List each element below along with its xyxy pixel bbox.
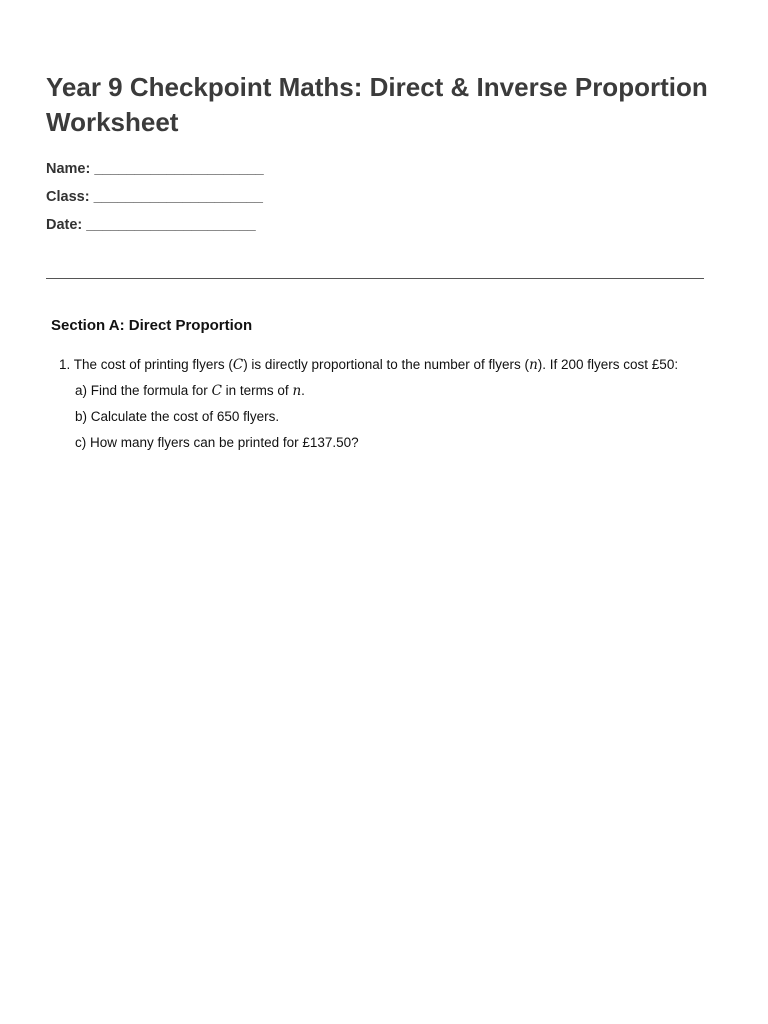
class-blank: _____________________ bbox=[93, 189, 263, 205]
variable-n: n bbox=[529, 357, 538, 373]
part-a-prefix: a) Find the formula for bbox=[75, 383, 212, 398]
horizontal-divider bbox=[46, 278, 704, 279]
variable-c: C bbox=[232, 357, 244, 373]
date-field bbox=[46, 214, 264, 242]
part-a-mid: in terms of bbox=[221, 383, 293, 398]
page-title: Year 9 Checkpoint Maths: Direct & Inverse Proportion Worksheet bbox=[46, 72, 708, 137]
stem-text-3: ). If 200 flyers cost £50: bbox=[537, 357, 679, 372]
part-a-variable-n: n bbox=[292, 383, 302, 399]
section-a-heading: Section A: Direct Proportion bbox=[51, 317, 253, 334]
question-1-part-b: b) Calculate the cost of 650 flyers. bbox=[75, 409, 280, 424]
question-number: 1. bbox=[59, 357, 71, 372]
part-a-variable-c: C bbox=[211, 383, 222, 399]
question-1-part-c: c) How many flyers can be printed for £137.50? bbox=[75, 435, 359, 450]
class-field bbox=[46, 186, 264, 214]
stem-text-2: ) is directly proportional to the number of flyers ( bbox=[243, 357, 530, 372]
date-blank: _____________________ bbox=[86, 217, 256, 233]
stem-text-1: The cost of printing flyers ( bbox=[73, 357, 233, 372]
student-details bbox=[46, 158, 264, 242]
question-1-part-a bbox=[59, 378, 704, 404]
name-blank: _____________________ bbox=[94, 161, 264, 177]
class-label: Class: bbox=[46, 189, 90, 205]
name-field bbox=[46, 158, 264, 186]
part-a-suffix: . bbox=[301, 383, 305, 398]
name-label: Name: bbox=[46, 161, 91, 177]
question-1-stem bbox=[59, 352, 704, 378]
date-label: Date: bbox=[46, 217, 83, 233]
question-1 bbox=[59, 352, 704, 456]
